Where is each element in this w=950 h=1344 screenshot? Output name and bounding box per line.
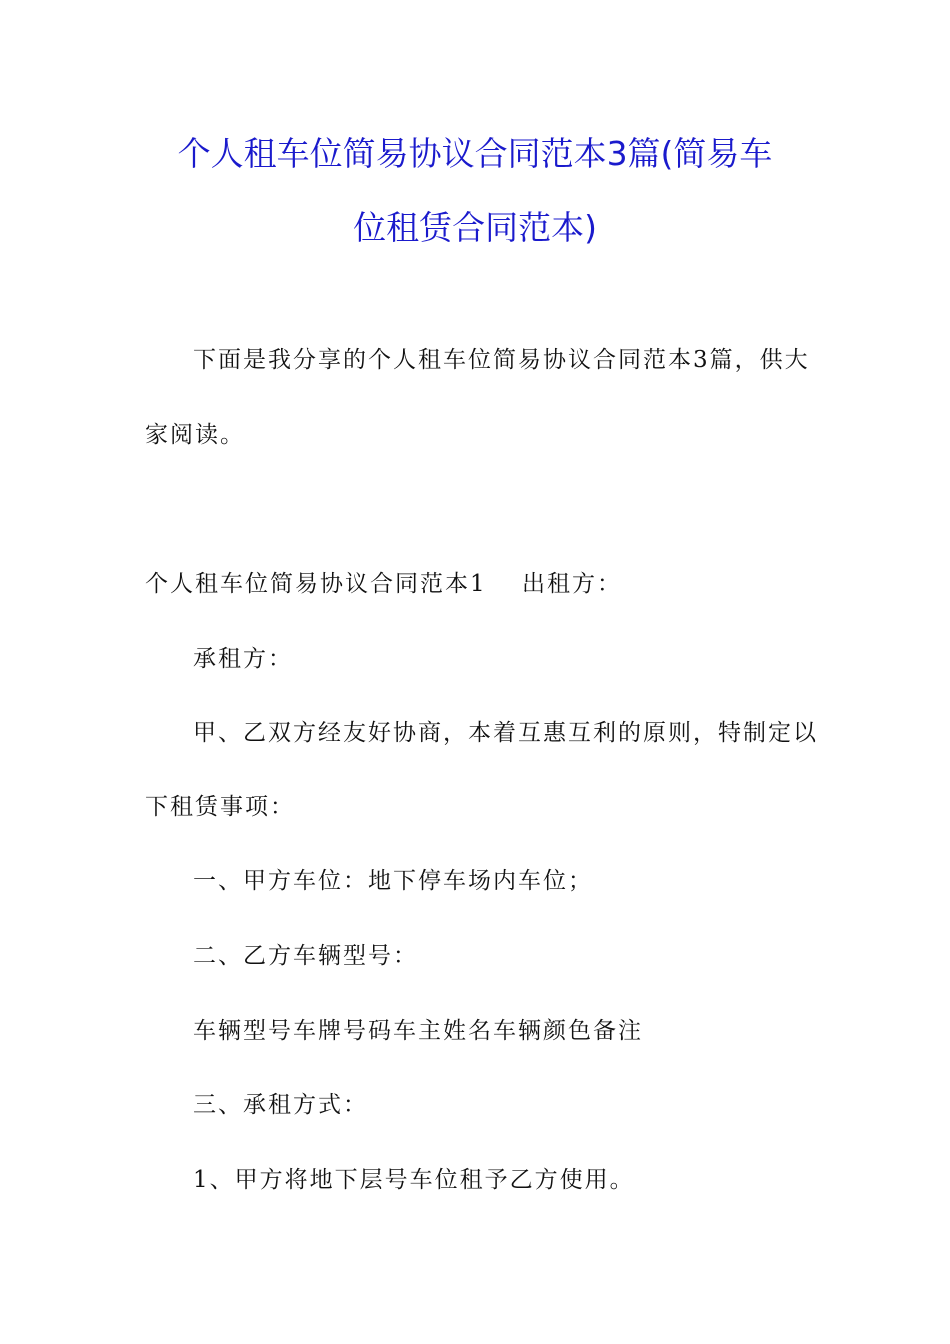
preamble-line-2: 下租赁事项： (145, 794, 295, 820)
lessor-label: 出租方： (522, 571, 622, 597)
intro-paragraph-line-2: 家阅读。 (145, 422, 245, 448)
clause-3: 三、承租方式： (193, 1092, 368, 1118)
intro-paragraph-line-1: 下面是我分享的个人租车位简易协议合同范本3篇，供大 (193, 347, 810, 373)
lessee-label: 承租方： (193, 646, 293, 672)
vehicle-fields: 车辆型号车牌号码车主姓名车辆颜色备注 (193, 1018, 643, 1044)
clause-1: 一、甲方车位：地下停车场内车位； (193, 868, 593, 894)
document-title-line-1: 个人租车位简易协议合同范本3篇(简易车 (177, 134, 773, 173)
document-title-line-2: 位租赁合同范本) (353, 208, 597, 247)
section-1-heading: 个人租车位简易协议合同范本1 (145, 571, 487, 597)
clause-3-item-1: 1、甲方将地下层号车位租予乙方使用。 (193, 1167, 635, 1193)
clause-2: 二、乙方车辆型号： (193, 943, 418, 969)
preamble-line-1: 甲、乙双方经友好协商，本着互惠互利的原则，特制定以 (193, 720, 818, 746)
